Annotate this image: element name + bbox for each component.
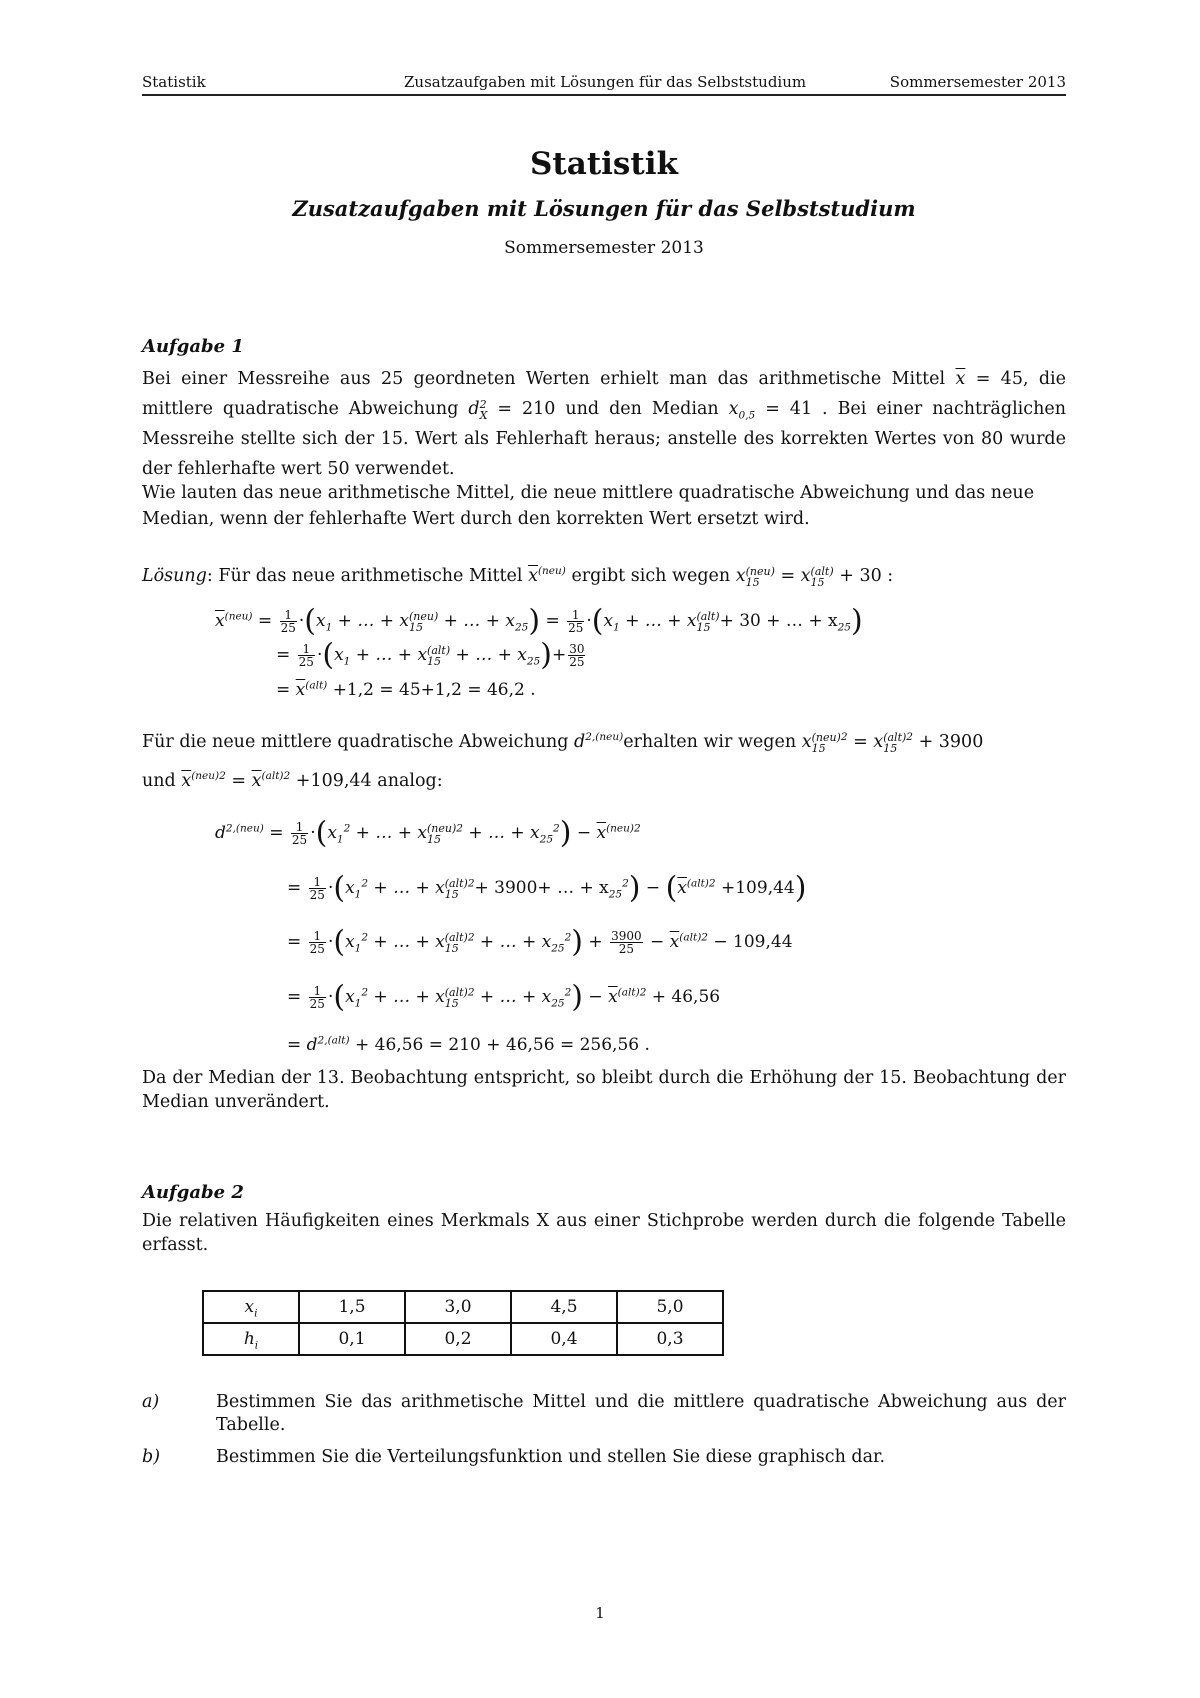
page-number: 1 [595,1604,605,1622]
task2-item-a [142,1391,1066,1439]
solution-intro: Lösung: Für das neue arithmetische Mittel $\overline{x}^{(neu)}$ ergibt sich wegen x (neu) 15 = x (alt) 15 + 30 : [142,564,894,589]
variance-equation-line-4: = $\frac{1}{25}$ $\cdot(x_1^2$ + … + x (alt) 15 $^2$ + … + $x_{25}^2) - \overline{x}^{(alt)2} + 46,56$ [287,979,721,1015]
variance-equation-line-3: = $\frac{1}{25}$ $\cdot(x_1^2$ + … + x (alt) 15 $^2$ + … + $x_{25}^2$) + $\frac{3900}{25}$ − $\overline{x}^{(alt)2} - 109,44$ [287,924,793,960]
document-subtitle: Zusatzaufgaben mit Lösungen für das Selbststudium [292,196,916,221]
mean-symbol: $\overline{x}$ [955,369,966,389]
table-cell: 0,2 [405,1323,511,1355]
table-cell: 0,4 [511,1323,617,1355]
running-header-left: Statistik [142,73,206,91]
median-conclusion: Da der Median der 13. Beobachtung entspricht, so bleibt durch die Erhöhung der 15. Beobachtung der Median unverändert. [142,1068,1066,1112]
task2-heading: Aufgabe 2 [142,1182,244,1203]
running-header [142,70,1066,96]
table-header-x: $x_i$ [203,1291,299,1323]
task2-intro: Die relativen Häufigkeiten eines Merkmals X aus einer Stichprobe werden durch die folgende Tabelle erfasst. [142,1211,1066,1255]
document-title: Statistik [530,146,678,182]
table-row-h [203,1323,723,1355]
variance-symbol: d 2 X [468,397,488,422]
item-text: Bestimmen Sie die Verteilungsfunktion und stellen Sie diese graphisch dar. [216,1447,886,1467]
running-header-center: Zusatzaufgaben mit Lösungen für das Selbststudium [404,73,807,91]
table-cell: 3,0 [405,1291,511,1323]
task1-question: Wie lauten das neue arithmetische Mittel, die neue mittlere quadratische Abweichung und das neue Median, wenn der fehlerhafte Wert durch den korrekten Wert ersetzt wird. [142,483,1035,529]
table-row-x [203,1291,723,1323]
task2-item-b [142,1446,1066,1470]
variance-equation-line-1: $d^{2,(neu)}$ = $\frac{1}{25}$ $\cdot(x_1^2$ + … + x (neu) 15 $^2$ + … + $x_{25}^2) - \overline{x}^{(neu)2}$ [215,815,641,851]
mean-equation-line-1: $\overline{x}^{(neu)}$ = $\frac{1}{25}$ $\cdot(x_1$ + … + x (neu) 15 + … + $x_{25}$) = $\frac{1}{25}$ $\cdot(x_1$ + … + x (alt) 15 + 30 + … + $x_{25}$) [215,603,863,639]
table-cell: 0,3 [617,1323,723,1355]
table-cell: 1,5 [299,1291,405,1323]
variance-intro-line-1: Für die neue mittlere quadratische Abweichung $d^{2,(neu)}erhalten$ wir wegen x (neu) 15 $^2$ = x (alt) 15 $^2$ + 3900 [142,730,984,755]
variance-equation-line-2: = $\frac{1}{25}$ $\cdot(x_1^2$ + … + x (alt) 15 $^2$+ 3900+ … + $x_{25}^2) - (\overline{x}^{(alt)2} +109,44)$ [287,870,807,906]
table-cell: 0,1 [299,1323,405,1355]
document-semester: Sommersemester 2013 [504,238,704,258]
running-header-right: Sommersemester 2013 [889,73,1066,91]
table-cell: 4,5 [511,1291,617,1323]
frequency-table [202,1290,724,1356]
solution-label: Lösung [142,566,207,586]
variance-intro-line-2: und $\overline{x}^{(neu)2} = \overline{x}^{(alt)2} +109,44$ analog: [142,770,443,791]
task1-paragraph: Bei einer Messreihe aus 25 geordneten Werten erhielt man das arithmetische Mittel $\overline{x} = 45$, die mittlere quadratische Abweichung d 2 X = 210 und den Median $x_{0,5} = 41$ . Bei einer nachträglichen Messreihe stellte sich der 15. Wert als Fehlerhaft heraus; anstelle des korrekten Wertes von 80 wurde der fehlerhafte wert 50 verwendet. [142,369,1066,479]
task1-heading: Aufgabe 1 [142,336,244,357]
median-symbol: $x_{0,5}$ [728,399,756,422]
item-label: b) [142,1447,161,1467]
table-header-h: $h_i$ [203,1323,299,1355]
item-text: Bestimmen Sie das arithmetische Mittel und die mittlere quadratische Abweichung aus der Tabelle. [216,1392,1066,1435]
mean-equation-line-2: = $\frac{1}{25}$ $\cdot(x_1$ + … + x (alt) 15 + … + $x_{25})+$ $\frac{30}{25}$ [276,637,585,673]
table-cell: 5,0 [617,1291,723,1323]
variance-equation-line-5: = $d^{2,(alt)} + 46,56 = 210 + 46,56 = 256,56$ . [287,1034,650,1055]
mean-equation-line-3: = $\overline{x}^{(alt)} +1,2 = 45+1,2 = 46,2$ . [276,679,536,700]
item-label: a) [142,1392,160,1412]
